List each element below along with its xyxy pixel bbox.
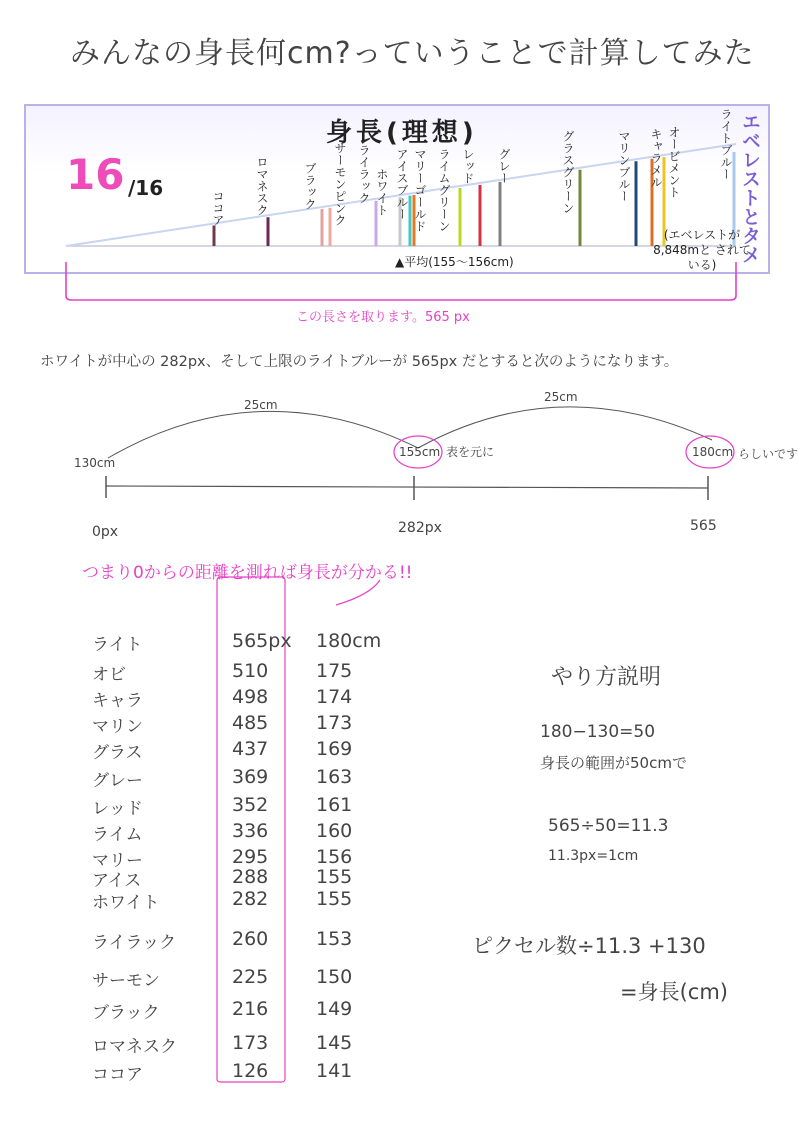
- row-cm: 169: [316, 738, 353, 760]
- marker-label: ロマネスク: [255, 156, 269, 216]
- row-cm: 163: [316, 766, 353, 788]
- chart-fraction-denominator: /16: [128, 176, 164, 200]
- pointer-arrow: [336, 580, 380, 605]
- method-line-5: ピクセル数÷11.3 +130: [472, 934, 706, 958]
- end-cm-label: 180cm: [692, 445, 734, 459]
- row-cm: 173: [316, 712, 353, 734]
- row-name: ライム: [92, 825, 143, 845]
- row-cm: 149: [316, 998, 353, 1020]
- row-cm: 161: [316, 794, 353, 816]
- row-name: ココア: [92, 1065, 143, 1085]
- row-px: 173: [232, 1032, 269, 1054]
- row-px: 510: [232, 660, 269, 682]
- row-name: マリー: [92, 851, 143, 871]
- average-label: ▲平均(155〜156cm): [395, 255, 514, 269]
- row-px: 225: [232, 966, 269, 988]
- marker-label: ブラック: [303, 162, 317, 210]
- method-line-4: 11.3px=1cm: [548, 848, 639, 864]
- marker-label: ココア: [211, 190, 225, 226]
- row-name: オビ: [92, 665, 126, 685]
- row-name: ホワイト: [92, 893, 160, 913]
- mid-cm-label: 155cm: [399, 445, 441, 459]
- row-name: ブラック: [92, 1003, 160, 1023]
- row-px: 485: [232, 712, 269, 734]
- row-name: レッド: [92, 799, 143, 819]
- page-title: みんなの身長何cm?っていうことで計算してみた: [70, 36, 755, 71]
- end-px-label: 565: [690, 518, 717, 534]
- arc-right-label: 25cm: [544, 390, 578, 404]
- method-line-2: 身長の範囲が50cmで: [540, 754, 687, 772]
- row-cm: 141: [316, 1060, 353, 1082]
- marker-label: キャラメル: [649, 128, 663, 188]
- marker-label: アイスブルー: [395, 148, 409, 220]
- everest-label: エベレストとタメ: [739, 112, 761, 264]
- explanation-text: ホワイトが中心の 282px、そして上限のライトブルーが 565px だとすると次のようになります。: [40, 354, 679, 370]
- marker-label: ライトブルー: [719, 108, 733, 180]
- row-px: 216: [232, 998, 269, 1020]
- row-name: ライト: [92, 635, 143, 655]
- measure-label: この長さを取ります。565 px: [296, 310, 470, 325]
- arc-left: [108, 411, 418, 458]
- row-name: グラス: [92, 743, 143, 763]
- row-cm: 180cm: [316, 630, 382, 652]
- method-title: やり方説明: [551, 665, 662, 690]
- summary-text: つまり0からの距離を測れば身長が分かる!!: [82, 563, 413, 583]
- row-cm: 150: [316, 966, 353, 988]
- row-px: 260: [232, 928, 269, 950]
- marker-label: マリンブルー: [617, 130, 631, 202]
- method-line-1: 180−130=50: [540, 722, 656, 742]
- row-name: ライラック: [92, 933, 177, 953]
- row-cm: 174: [316, 686, 353, 708]
- marker-label: ライムグリーン: [437, 148, 451, 232]
- chart-title: 身長(理想): [326, 118, 478, 148]
- mid-note: 表を元に: [446, 445, 495, 459]
- row-cm: 156: [316, 846, 353, 868]
- marker-label: ライラック: [357, 144, 371, 204]
- row-name: アイス: [92, 871, 142, 891]
- marker-label: グレー: [497, 148, 511, 184]
- row-px: 336: [232, 820, 269, 842]
- row-px: 295: [232, 846, 269, 868]
- mid-px-label: 282px: [398, 520, 442, 536]
- start-px-label: 0px: [92, 524, 119, 540]
- row-px: 352: [232, 794, 269, 816]
- row-px: 282: [232, 888, 269, 910]
- arc-left-label: 25cm: [244, 398, 278, 412]
- row-px: 288: [232, 866, 269, 888]
- row-px: 498: [232, 686, 269, 708]
- row-cm: 153: [316, 928, 353, 950]
- everest-note: (エベレストが 8,848mと されている): [653, 228, 751, 272]
- row-name: マリン: [92, 717, 143, 737]
- marker-label: サーモンピンク: [333, 142, 347, 226]
- row-name: ロマネスク: [92, 1037, 177, 1057]
- row-px: 437: [232, 738, 269, 760]
- row-cm: 155: [316, 866, 353, 888]
- chart-fraction-number: 16: [66, 150, 125, 199]
- method-line-6: =身長(cm): [620, 980, 728, 1004]
- end-note: らしいです: [738, 447, 799, 461]
- row-px: 369: [232, 766, 269, 788]
- row-name: キャラ: [92, 691, 143, 711]
- start-cm-label: 130cm: [74, 456, 116, 470]
- row-px: 565px: [232, 630, 292, 652]
- row-cm: 155: [316, 888, 353, 910]
- row-name: サーモン: [92, 971, 160, 991]
- row-cm: 145: [316, 1032, 353, 1054]
- scale-axis: [106, 486, 708, 488]
- row-name: グレー: [92, 771, 143, 791]
- marker-label: グラスグリーン: [561, 130, 575, 214]
- row-cm: 160: [316, 820, 353, 842]
- marker-label: ホワイト: [375, 168, 389, 216]
- method-line-3: 565÷50=11.3: [548, 816, 669, 836]
- marker-label: マリーゴールド: [413, 148, 427, 232]
- row-px: 126: [232, 1060, 269, 1082]
- marker-label: レッド: [461, 148, 475, 184]
- row-cm: 175: [316, 660, 353, 682]
- arc-right: [418, 407, 712, 448]
- marker-label: オービメント: [667, 126, 681, 198]
